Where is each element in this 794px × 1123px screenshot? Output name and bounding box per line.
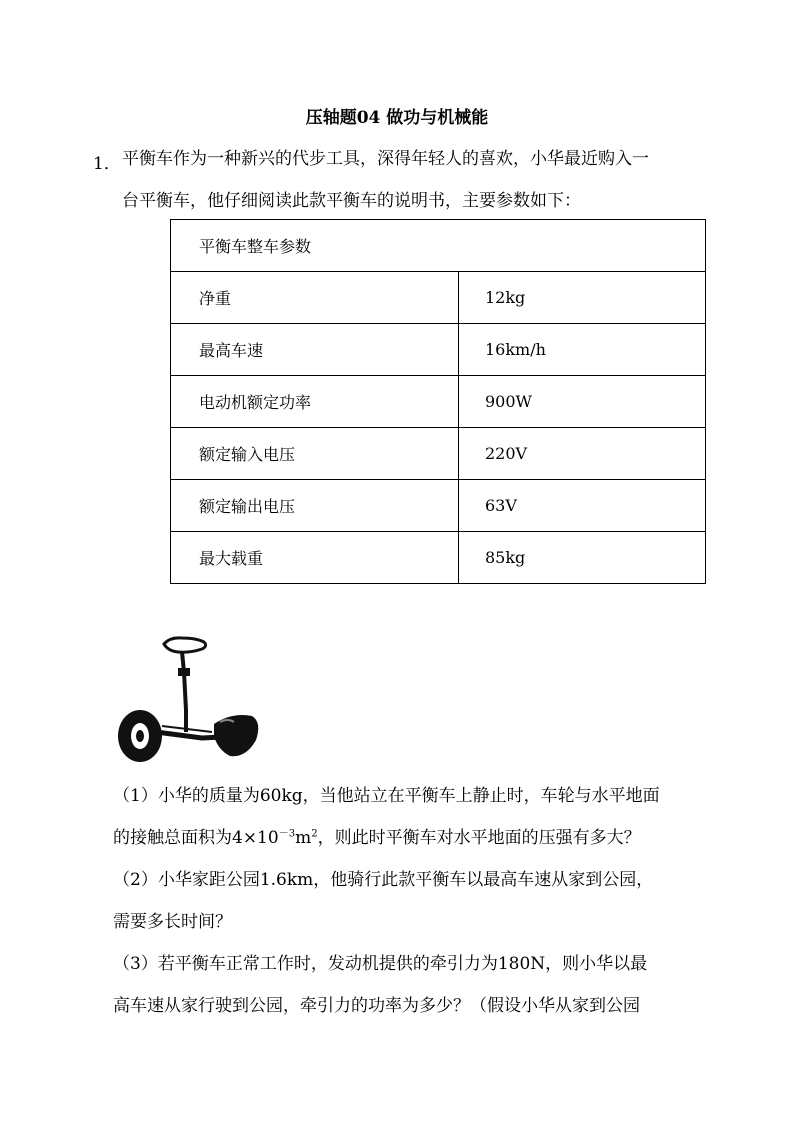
table-row [171,480,706,532]
table-header-row [171,220,706,272]
table-row [171,272,706,324]
table-cell-value: 63V [459,480,706,532]
table-cell-value: 16km/h [459,324,706,376]
table-header: 平衡车整车参数 [171,220,706,272]
sub-question-2-line-1: （2）小华家距公园1.6km，他骑行此款平衡车以最高车速从家到公园， [113,870,654,890]
table-row [171,428,706,480]
sub-question-3-line-2: 高车速从家行驶到公园，牵引力的功率为多少？（假设小华从家到公园 [113,996,640,1016]
sub-question-2-line-2: 需要多长时间？ [113,912,232,932]
table-cell-label: 额定输出电压 [171,480,459,532]
table-cell-label: 电动机额定功率 [171,376,459,428]
exponent-2: 2 [311,828,318,840]
exponent-1: －3 [278,828,296,840]
sub-question-1-line-1: （1）小华的质量为60kg，当他站立在平衡车上静止时，车轮与水平地面 [113,786,660,806]
parameter-table [170,219,706,584]
table-cell-label: 净重 [171,272,459,324]
table-row [171,324,706,376]
question-intro-line-1: 平衡车作为一种新兴的代步工具，深得年轻人的喜欢，小华最近购入一 [122,149,649,169]
question-intro-line-2: 台平衡车，他仔细阅读此款平衡车的说明书，主要参数如下： [122,191,581,211]
sub-question-1-text-b: m [295,828,312,848]
table-cell-label: 最大载重 [171,532,459,584]
page-title: 压轴题04 做功与机械能 [305,108,489,128]
table-cell-label: 额定输入电压 [171,428,459,480]
table-cell-label: 最高车速 [171,324,459,376]
table-row [171,532,706,584]
table-cell-value: 85kg [459,532,706,584]
balance-scooter-illustration [112,632,264,767]
table-cell-value: 220V [459,428,706,480]
sub-question-1-text-a: 的接触总面积为4×10 [113,828,279,848]
sub-question-1-text-c: ，则此时平衡车对水平地面的压强有多大？ [317,828,641,848]
sub-question-3-line-1: （3）若平衡车正常工作时，发动机提供的牵引力为180N，则小华以最 [113,954,648,974]
table-row [171,376,706,428]
table-cell-value: 900W [459,376,706,428]
question-number: 1． [93,154,121,174]
table-cell-value: 12kg [459,272,706,324]
sub-question-1-line-2 [113,828,713,848]
